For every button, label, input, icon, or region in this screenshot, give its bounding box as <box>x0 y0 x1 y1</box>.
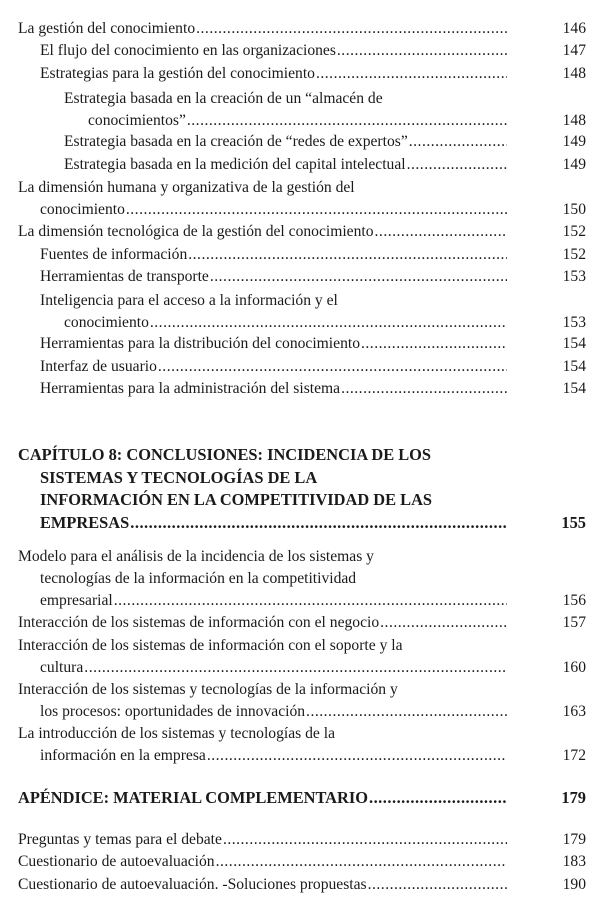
toc-page-number: 148 <box>562 112 586 129</box>
toc-line <box>40 333 507 354</box>
toc-entry-title: APÉNDICE: MATERIAL COMPLEMENTARIO <box>18 788 368 807</box>
toc-entry-title: Interacción de los sistemas de información con el soporte y la <box>18 637 403 654</box>
toc-page-number: 149 <box>562 156 586 173</box>
dot-leader <box>223 829 507 850</box>
toc-entry-title: Interacción de los sistemas y tecnologías de la información y <box>18 681 398 698</box>
toc-entry-fuentes-informacion[interactable] <box>0 244 600 266</box>
toc-page-number: 183 <box>562 853 586 870</box>
toc-entry-title: CAPÍTULO 8: CONCLUSIONES: INCIDENCIA DE LOS <box>18 445 432 464</box>
toc-line <box>40 512 507 533</box>
toc-entry-dimension-humana[interactable] <box>0 177 600 221</box>
toc-entry-title: Cuestionario de autoevaluación <box>18 853 215 870</box>
dot-leader <box>407 154 507 175</box>
toc-entry-title: Cuestionario de autoevaluación. -Soluciones propuestas <box>18 876 367 893</box>
toc-line <box>18 851 507 872</box>
toc-entry-title: Herramientas de transporte <box>40 268 209 285</box>
toc-page-number: 172 <box>562 747 586 764</box>
toc-entry-interaccion-negocio[interactable] <box>0 612 600 634</box>
toc-line <box>40 356 507 377</box>
toc-page-number: 152 <box>562 246 586 263</box>
toc-line <box>18 679 398 700</box>
toc-page-number: 147 <box>562 42 586 59</box>
toc-entry-interfaz-usuario[interactable] <box>0 356 600 378</box>
dot-leader <box>207 745 507 766</box>
toc-entry-title: Inteligencia para el acceso a la información y el <box>40 292 338 309</box>
toc-line <box>18 177 355 198</box>
toc-entry-title: Estrategias para la gestión del conocimiento <box>40 65 315 82</box>
toc-entry-interaccion-procesos[interactable] <box>0 679 600 723</box>
toc-page-number: 163 <box>562 703 586 720</box>
toc-page-number: 160 <box>562 659 586 676</box>
toc-entry-estrategia-redes[interactable] <box>0 131 600 153</box>
toc-entry-estrategia-capital[interactable] <box>0 154 600 176</box>
toc-line <box>40 290 338 311</box>
dot-leader <box>375 221 507 242</box>
toc-line <box>64 312 507 333</box>
toc-page-number: 146 <box>562 20 586 37</box>
toc-entry-title: La gestión del conocimiento <box>18 20 196 37</box>
toc-line <box>18 874 507 895</box>
toc-entry-title: los procesos: oportunidades de innovación <box>40 703 306 720</box>
toc-page-number: 179 <box>561 788 586 807</box>
dot-leader <box>306 701 507 722</box>
dot-leader <box>380 612 507 633</box>
toc-line <box>64 154 507 175</box>
toc-entry-herramientas-administracion[interactable] <box>0 378 600 400</box>
dot-leader <box>361 333 507 354</box>
toc-entry-title: información en la empresa <box>40 747 206 764</box>
toc-entry-title: empresarial <box>40 592 113 609</box>
toc-page-number: 190 <box>562 876 586 893</box>
toc-page-number: 154 <box>562 358 586 375</box>
toc-entry-title: Preguntas y temas para el debate <box>18 831 222 848</box>
toc-line <box>18 787 507 808</box>
dot-leader <box>196 18 507 39</box>
dot-leader <box>150 312 507 333</box>
toc-page-number: 154 <box>562 380 586 397</box>
toc-entry-title: Estrategia basada en la creación de “redes de expertos” <box>64 133 408 150</box>
dot-leader <box>114 590 507 611</box>
dot-leader <box>126 199 507 220</box>
toc-page-number: 153 <box>562 268 586 285</box>
toc-line <box>40 266 507 287</box>
toc-entry-title: Herramientas para la administración del sistema <box>40 380 341 397</box>
toc-line <box>40 657 507 678</box>
toc-page-number: 154 <box>562 335 586 352</box>
toc-entry-title: tecnologías de la información en la competitividad <box>40 570 357 587</box>
toc-entry-preguntas-debate[interactable] <box>0 829 600 851</box>
toc-chapter-8-conclusiones[interactable] <box>0 444 600 534</box>
toc-entry-introduccion-sistemas[interactable] <box>0 723 600 767</box>
toc-entry-title: conocimientos” <box>88 112 186 129</box>
toc-entry-title: INFORMACIÓN EN LA COMPETITIVIDAD DE LAS <box>40 490 433 509</box>
toc-entry-title: conocimiento <box>40 201 125 218</box>
toc-entry-herramientas-distribucion[interactable] <box>0 333 600 355</box>
dot-leader <box>188 244 507 265</box>
toc-page-number: 150 <box>562 201 586 218</box>
toc-entry-title: El flujo del conocimiento en las organizaciones <box>40 42 336 59</box>
toc-entry-title: Estrategia basada en la medición del capital intelectual <box>64 156 406 173</box>
dot-leader <box>341 378 507 399</box>
toc-entry-herramientas-transporte[interactable] <box>0 266 600 288</box>
toc-page-number: 149 <box>562 133 586 150</box>
toc-line <box>40 590 507 611</box>
dot-leader <box>84 657 507 678</box>
dot-leader <box>158 356 507 377</box>
toc-line <box>40 489 432 510</box>
toc-line <box>18 546 374 567</box>
toc-entry-title: Interfaz de usuario <box>40 358 157 375</box>
toc-line <box>40 467 317 488</box>
toc-entry-title: Herramientas para la distribución del conocimiento <box>40 335 360 352</box>
toc-line <box>18 723 335 744</box>
toc-line <box>18 444 431 465</box>
toc-line <box>40 40 507 61</box>
toc-entry-dimension-tecnologica[interactable] <box>0 221 600 243</box>
dot-leader <box>187 110 507 131</box>
toc-entry-title: EMPRESAS <box>40 512 130 532</box>
toc-line <box>64 88 383 109</box>
toc-line <box>18 221 507 242</box>
toc-line <box>18 612 507 633</box>
dot-leader <box>369 787 507 808</box>
toc-entry-flujo-conocimiento[interactable] <box>0 40 600 62</box>
toc-line <box>40 378 507 399</box>
dot-leader <box>409 131 507 152</box>
toc-entry-title: Interacción de los sistemas de información con el negocio <box>18 614 380 631</box>
toc-page-number: 148 <box>562 65 586 82</box>
toc-entry-title: La dimensión tecnológica de la gestión del conocimiento <box>18 223 374 240</box>
toc-entry-cuestionario[interactable] <box>0 851 600 873</box>
toc-line <box>18 829 507 850</box>
toc-page-number: 153 <box>562 314 586 331</box>
toc-entry-title: Estrategia basada en la creación de un “almacén de <box>64 90 383 107</box>
toc-line <box>40 199 507 220</box>
dot-leader <box>130 512 507 533</box>
toc-line <box>18 635 403 656</box>
toc-page-number: 157 <box>562 614 586 631</box>
toc-appendix-material[interactable] <box>0 787 600 809</box>
toc-line <box>40 701 507 722</box>
toc-entry-estrategia-almacen[interactable] <box>0 88 600 132</box>
toc-line <box>40 568 356 589</box>
toc-page-number: 152 <box>562 223 586 240</box>
toc-line <box>40 745 507 766</box>
toc-entry-title: SISTEMAS Y TECNOLOGÍAS DE LA <box>40 467 318 487</box>
toc-entry-gestion-conocimiento[interactable] <box>0 18 600 40</box>
toc-entry-title: cultura <box>40 659 84 676</box>
toc-page-number: 179 <box>562 831 586 848</box>
toc-entry-estrategias-gestion[interactable] <box>0 63 600 85</box>
toc-entry-interaccion-soporte[interactable] <box>0 635 600 679</box>
toc-page-number: 156 <box>562 592 586 609</box>
dot-leader <box>368 874 507 895</box>
toc-entry-title: La dimensión humana y organizativa de la gestión del <box>18 179 355 196</box>
toc-entry-title: Modelo para el análisis de la incidencia de los sistemas y <box>18 548 374 565</box>
toc-entry-title: La introducción de los sistemas y tecnologías de la <box>18 725 335 742</box>
toc-entry-modelo-analisis[interactable] <box>0 546 600 612</box>
dot-leader <box>316 63 507 84</box>
toc-line <box>18 18 507 39</box>
toc-entry-title: Fuentes de información <box>40 246 188 263</box>
toc-page-number: 155 <box>561 512 586 532</box>
dot-leader <box>337 40 507 61</box>
toc-entry-cuestionario-soluciones[interactable] <box>0 874 600 896</box>
toc-line <box>40 244 507 265</box>
toc-line <box>88 110 507 131</box>
toc-line <box>40 63 507 84</box>
toc-entry-title: conocimiento <box>64 314 149 331</box>
dot-leader <box>210 266 507 287</box>
toc-entry-inteligencia-acceso[interactable] <box>0 290 600 334</box>
dot-leader <box>216 851 507 872</box>
toc-line <box>64 131 507 152</box>
